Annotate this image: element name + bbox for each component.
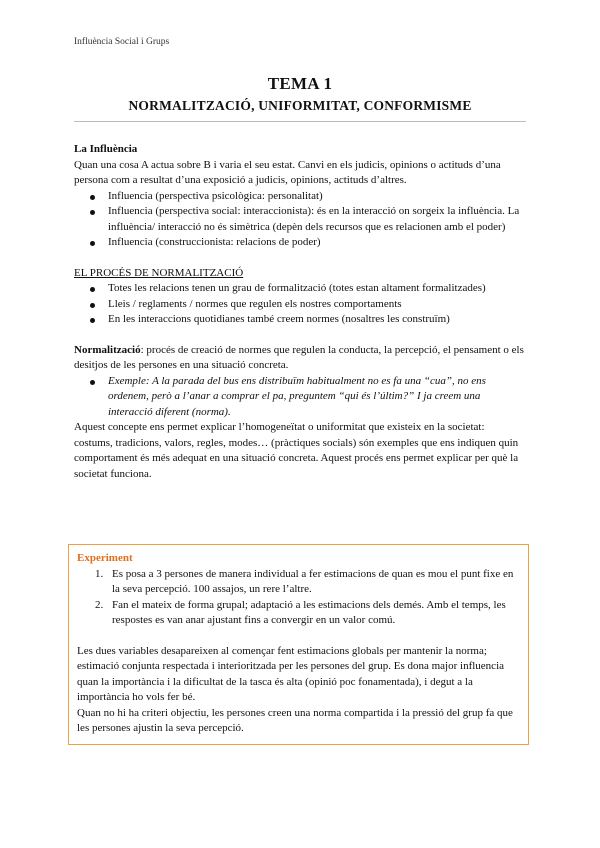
- influence-definition: Quan una cosa A actua sobre B i varia el seu estat. Canvi en els judicis, opinions o actituds d’una persona com a resultat d’una exposició a judicis, opinions, actituds d’altres.: [74, 158, 501, 186]
- main-content: [74, 142, 526, 482]
- step-text: Es posa a 3 persones de manera individual a fer estimacions de quan es mou el punt fixe en la seva percepció. 100 assajos, un rere l’altre.: [112, 567, 514, 595]
- normalization-paragraph: [74, 343, 526, 374]
- experiment-conclusion: Quan no hi ha criteri objectiu, les persones creen una norma compartida i la pressió del grup fa que les persones ajustin la seva percepció.: [77, 706, 513, 734]
- normalization-explanation: Aquest concepte ens permet explicar l’homogeneïtat o uniformitat que existeix en la societat: costums, tradicions, valors, regles, modes… (pràctiques socials) són exemples que ens indiquen quin comportament és més adequat en una situació concreta. Aquest procés ens permet explicar per què la societat funciona.: [74, 421, 519, 480]
- list-item: [77, 598, 520, 629]
- spacer: [74, 328, 526, 343]
- example-text: Exemple: A la parada del bus ens distribuïm habitualment no es fa una “cua”, no ens ordenem, però a l’anar a comprar el pa, preguntem “qui és l’últim?” I ja creem una interacció diferent (norma).: [108, 374, 486, 418]
- running-header: Influència Social i Grups: [74, 37, 170, 47]
- list-item: [74, 374, 526, 421]
- title-divider: [74, 121, 526, 122]
- list-item: Influencia (perspectiva psicològica: personalitat): [74, 189, 526, 205]
- normalization-term: Normalització: [74, 343, 141, 356]
- section-heading-influence: La Influència: [74, 143, 138, 155]
- experiment-box: [68, 544, 529, 745]
- step-number: 2.: [95, 598, 104, 611]
- section-heading-process: EL PROCÉS DE NORMALITZACIÓ: [74, 266, 244, 279]
- list-item: [77, 567, 520, 598]
- list-item: Totes les relacions tenen un grau de formalització (totes estan altament formalitzades): [74, 281, 526, 297]
- spacer: [74, 251, 526, 266]
- experiment-steps: [77, 567, 520, 629]
- list-item: Influencia (perspectiva social: interaccionista): és en la interacció on sorgeix la influència. La influència/ interacció no és simètrica (depèn dels recursos que es relacionen amb el poder): [74, 204, 526, 235]
- spacer: [77, 629, 520, 644]
- list-item: Influencia (construccionista: relacions de poder): [74, 235, 526, 251]
- experiment-title: Experiment: [77, 552, 133, 564]
- influence-list: [74, 189, 526, 251]
- step-text: Fan el mateix de forma grupal; adaptació a les estimacions dels demés. Amb el temps, les respostes es van anar ajustant fins a convergir en un valor comú.: [112, 598, 506, 626]
- list-item: Lleis / reglaments / normes que regulen els nostres comportaments: [74, 297, 526, 313]
- process-list: [74, 281, 526, 328]
- document-title: TEMA 1: [267, 74, 333, 93]
- experiment-paragraph: Les dues variables desapareixen al començar fent estimacions globals per mantenir la norma; estimació conjunta respectada i interioritzada per les persones del grup. Es dona major influencia quan la importància i la dificultat de la tasca és alta (opinió poc fonamentada), i degut a la importància ho vols fer bé.: [77, 644, 505, 703]
- step-number: 1.: [95, 567, 104, 580]
- document-subtitle: NORMALITZACIÓ, UNIFORMITAT, CONFORMISME: [128, 98, 472, 113]
- normalization-definition: : procés de creació de normes que regulen la conducta, la percepció, el pensament o els desitjos de les persones en una situació concreta.: [74, 343, 524, 371]
- list-item: En les interaccions quotidianes també creem normes (nosaltres les construïm): [74, 312, 526, 328]
- example-list: [74, 374, 526, 421]
- title-block: [74, 74, 526, 115]
